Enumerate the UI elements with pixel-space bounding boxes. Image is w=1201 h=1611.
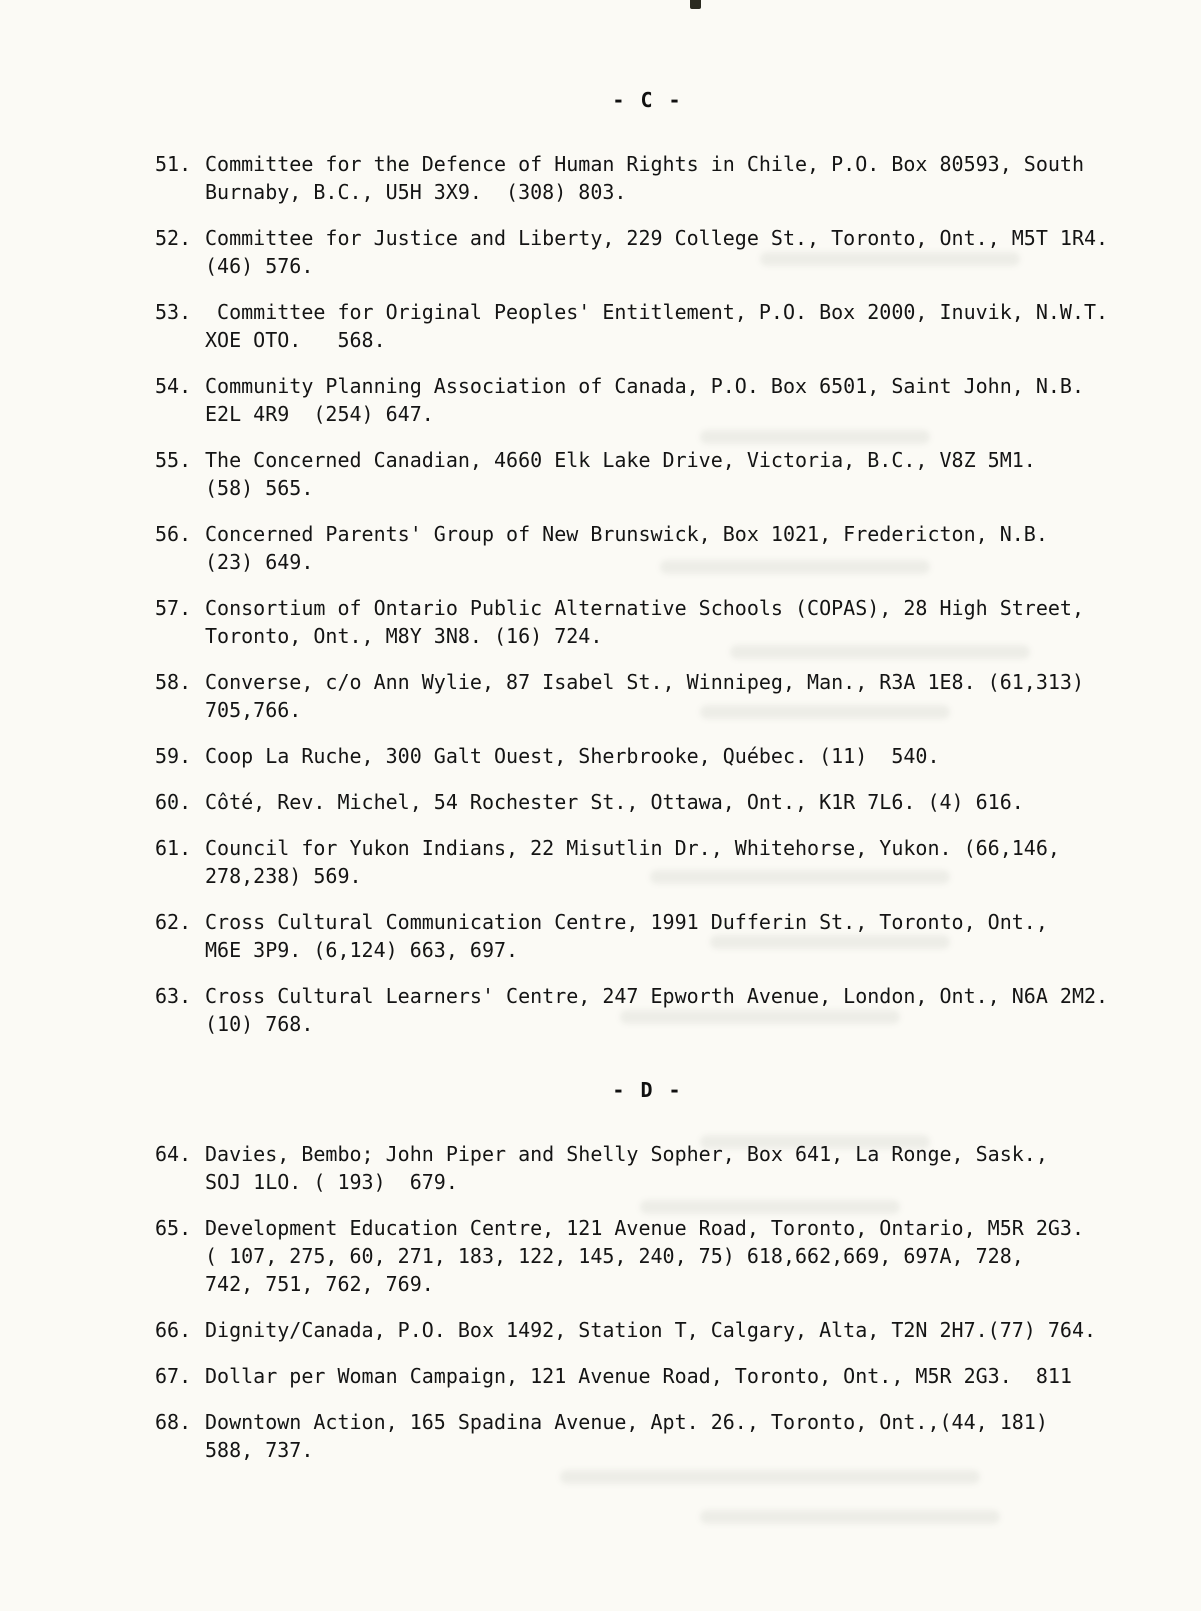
entry-text-line: Council for Yukon Indians, 22 Misutlin Dr., Whitehorse, Yukon. (66,146, (205, 836, 1060, 860)
entry-text (205, 372, 1140, 428)
directory-entry (155, 1214, 1140, 1298)
entry-text-line: (58) 565. (205, 476, 314, 500)
entry-text (205, 224, 1140, 280)
entry-text-line: E2L 4R9 (254) 647. (205, 402, 434, 426)
entry-text-line: 742, 751, 762, 769. (205, 1272, 434, 1296)
directory-entry (155, 372, 1140, 428)
entry-text (205, 668, 1140, 724)
entry-text-line: 278,238) 569. (205, 864, 362, 888)
entry-number: 51. (155, 152, 192, 176)
entry-text-line: Community Planning Association of Canada, P.O. Box 6501, Saint John, N.B. (205, 374, 1084, 398)
entry-text-line: 588, 737. (205, 1438, 314, 1462)
directory-entry (155, 224, 1140, 280)
entry-number: 66. (155, 1318, 192, 1342)
entry-text (205, 742, 1140, 770)
entry-number: 59. (155, 744, 192, 768)
entry-text-line: Toronto, Ont., M8Y 3N8. (16) 724. (205, 624, 603, 648)
entry-text-line: SOJ 1LO. ( 193) 679. (205, 1170, 458, 1194)
entry-text-line: Consortium of Ontario Public Alternative Schools (COPAS), 28 High Street, (205, 596, 1084, 620)
entry-text-line: Concerned Parents' Group of New Brunswick, Box 1021, Fredericton, N.B. (205, 522, 1048, 546)
entry-text (205, 1140, 1140, 1196)
entry-number: 56. (155, 522, 192, 546)
entry-text-line: M6E 3P9. (6,124) 663, 697. (205, 938, 519, 962)
directory-list (155, 86, 1140, 1482)
entry-text-line: (10) 768. (205, 1012, 314, 1036)
entry-text-line: (46) 576. (205, 254, 314, 278)
entry-text (205, 1316, 1140, 1344)
entry-text-line: Davies, Bembo; John Piper and Shelly Sopher, Box 641, La Ronge, Sask., (205, 1142, 1048, 1166)
directory-entry (155, 1140, 1140, 1196)
directory-entry (155, 982, 1140, 1038)
entry-number: 54. (155, 374, 192, 398)
entry-text-line: Cross Cultural Learners' Centre, 247 Epworth Avenue, London, Ont., N6A 2M2. (205, 984, 1109, 1008)
entry-text (205, 982, 1140, 1038)
section-letter-header: - D - (612, 1078, 683, 1102)
directory-entry (155, 298, 1140, 354)
directory-entry (155, 594, 1140, 650)
entry-text-line: (23) 649. (205, 550, 314, 574)
directory-entry (155, 742, 1140, 770)
entry-number: 67. (155, 1364, 192, 1388)
entry-text (205, 446, 1140, 502)
directory-entry (155, 834, 1140, 890)
directory-entry (155, 1408, 1140, 1464)
directory-entry (155, 150, 1140, 206)
entry-text (205, 788, 1140, 816)
directory-entry (155, 446, 1140, 502)
entry-text-line: Converse, c/o Ann Wylie, 87 Isabel St., Winnipeg, Man., R3A 1E8. (61,313) (205, 670, 1084, 694)
entry-text-line: Coop La Ruche, 300 Galt Ouest, Sherbrooke, Québec. (11) 540. (205, 744, 940, 768)
entry-text (205, 908, 1140, 964)
entry-number: 68. (155, 1410, 192, 1434)
directory-entry (155, 1316, 1140, 1344)
entry-text-line: Downtown Action, 165 Spadina Avenue, Apt. 26., Toronto, Ont.,(44, 181) (205, 1410, 1048, 1434)
entry-text (205, 520, 1140, 576)
directory-entry (155, 908, 1140, 964)
entry-text-line: Committee for Original Peoples' Entitlement, P.O. Box 2000, Inuvik, N.W.T. (205, 300, 1109, 324)
entry-number: 62. (155, 910, 192, 934)
scan-artifact-mark (690, 0, 701, 9)
entry-text (205, 594, 1140, 650)
entry-number: 63. (155, 984, 192, 1008)
entry-text (205, 1408, 1140, 1464)
entry-text-line: 705,766. (205, 698, 302, 722)
entry-text-line: Committee for the Defence of Human Rights in Chile, P.O. Box 80593, South (205, 152, 1084, 176)
entry-number: 57. (155, 596, 192, 620)
entry-number: 52. (155, 226, 192, 250)
entry-text (205, 150, 1140, 206)
bleedthrough-artifact (700, 1510, 1000, 1524)
entry-text-line: XOE OTO. 568. (205, 328, 386, 352)
directory-entry (155, 788, 1140, 816)
entry-text-line: Burnaby, B.C., U5H 3X9. (308) 803. (205, 180, 627, 204)
entry-text-line: Côté, Rev. Michel, 54 Rochester St., Ottawa, Ont., K1R 7L6. (4) 616. (205, 790, 1024, 814)
entry-number: 65. (155, 1216, 192, 1240)
entry-text (205, 298, 1140, 354)
entry-text (205, 834, 1140, 890)
entry-number: 64. (155, 1142, 192, 1166)
entry-text-line: Cross Cultural Communication Centre, 1991 Dufferin St., Toronto, Ont., (205, 910, 1048, 934)
entry-number: 61. (155, 836, 192, 860)
entry-text-line: Committee for Justice and Liberty, 229 College St., Toronto, Ont., M5T 1R4. (205, 226, 1109, 250)
entry-number: 60. (155, 790, 192, 814)
entry-text (205, 1214, 1140, 1298)
entry-text-line: ( 107, 275, 60, 271, 183, 122, 145, 240, 75) 618,662,669, 697A, 728, (205, 1244, 1024, 1268)
entry-text-line: The Concerned Canadian, 4660 Elk Lake Drive, Victoria, B.C., V8Z 5M1. (205, 448, 1036, 472)
entry-number: 53. (155, 300, 192, 324)
entry-text (205, 1362, 1140, 1390)
directory-entry (155, 1362, 1140, 1390)
entry-text-line: Dignity/Canada, P.O. Box 1492, Station T, Calgary, Alta, T2N 2H7.(77) 764. (205, 1318, 1097, 1342)
section-letter-header: - C - (612, 88, 683, 112)
directory-entry (155, 668, 1140, 724)
entry-number: 58. (155, 670, 192, 694)
entry-text-line: Dollar per Woman Campaign, 121 Avenue Road, Toronto, Ont., M5R 2G3. 811 (205, 1364, 1072, 1388)
directory-entry (155, 520, 1140, 576)
entry-text-line: Development Education Centre, 121 Avenue Road, Toronto, Ontario, M5R 2G3. (205, 1216, 1084, 1240)
entry-number: 55. (155, 448, 192, 472)
